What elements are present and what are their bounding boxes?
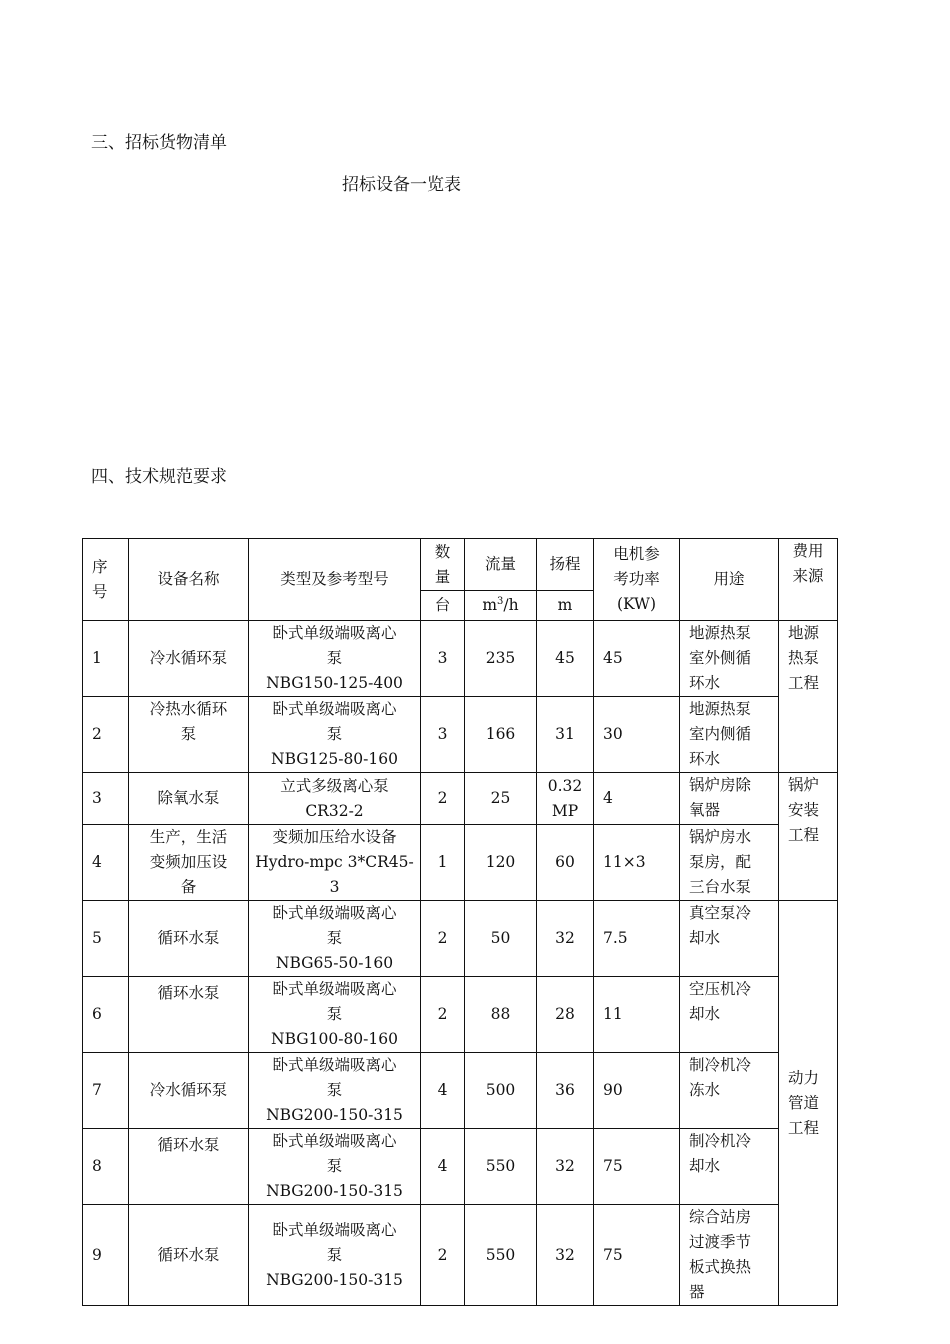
row-seq: 4 bbox=[83, 825, 129, 901]
row-qty: 3 bbox=[421, 697, 465, 773]
row-use: 制冷机冷 却水 bbox=[680, 1129, 779, 1205]
row-qty: 1 bbox=[421, 825, 465, 901]
row-seq: 1 bbox=[83, 621, 129, 697]
section-4-title: 四、技术规范要求 bbox=[91, 467, 227, 487]
table-row bbox=[83, 1205, 838, 1306]
equipment-table bbox=[82, 538, 838, 1306]
table-row bbox=[83, 825, 838, 901]
row-type: 卧式单级端吸离心 泵 NBG200-150-315 bbox=[249, 1129, 421, 1205]
row-power: 75 bbox=[594, 1129, 680, 1205]
header-fund: 费用 来源 bbox=[779, 539, 838, 621]
header-power: 电机参 考功率 (KW) bbox=[594, 539, 680, 621]
row-name: 循环水泵 bbox=[129, 977, 249, 1053]
unit-flow: $m^3/h$ bbox=[465, 591, 537, 621]
row-use: 综合站房 过渡季节 板式换热 器 bbox=[680, 1205, 779, 1306]
row-flow: 120 bbox=[465, 825, 537, 901]
row-use: 锅炉房除 氧器 bbox=[680, 773, 779, 825]
row-qty: 3 bbox=[421, 621, 465, 697]
row-type: 卧式单级端吸离心 泵 NBG100-80-160 bbox=[249, 977, 421, 1053]
row-power: 90 bbox=[594, 1053, 680, 1129]
row-name: 除氧水泵 bbox=[129, 773, 249, 825]
row-head: 45 bbox=[537, 621, 594, 697]
row-type: 卧式单级端吸离心 泵 NBG125-80-160 bbox=[249, 697, 421, 773]
unit-head: m bbox=[537, 591, 594, 621]
row-name: 冷水循环泵 bbox=[129, 621, 249, 697]
row-flow: 550 bbox=[465, 1205, 537, 1306]
fund-source: 动力 管道 工程 bbox=[779, 901, 838, 1306]
header-head: 扬程 bbox=[537, 539, 594, 591]
row-seq: 3 bbox=[83, 773, 129, 825]
row-flow: 25 bbox=[465, 773, 537, 825]
row-power: 30 bbox=[594, 697, 680, 773]
section-3-title: 三、招标货物清单 bbox=[91, 133, 227, 153]
row-use: 空压机冷 却水 bbox=[680, 977, 779, 1053]
row-head: 31 bbox=[537, 697, 594, 773]
row-seq: 8 bbox=[83, 1129, 129, 1205]
table-row bbox=[83, 621, 838, 697]
row-qty: 2 bbox=[421, 901, 465, 977]
row-seq: 7 bbox=[83, 1053, 129, 1129]
row-head: 60 bbox=[537, 825, 594, 901]
row-type: 立式多级离心泵 CR32-2 bbox=[249, 773, 421, 825]
row-head: 32 bbox=[537, 1205, 594, 1306]
header-qty: 数 量 bbox=[421, 539, 465, 591]
row-type: 卧式单级端吸离心 泵 NBG150-125-400 bbox=[249, 621, 421, 697]
row-name: 循环水泵 bbox=[129, 1129, 249, 1205]
row-seq: 2 bbox=[83, 697, 129, 773]
table-row bbox=[83, 1129, 838, 1205]
row-head: 32 bbox=[537, 901, 594, 977]
header-use: 用途 bbox=[680, 539, 779, 621]
row-head: 28 bbox=[537, 977, 594, 1053]
row-qty: 2 bbox=[421, 773, 465, 825]
header-flow: 流量 bbox=[465, 539, 537, 591]
fund-source: 锅炉 安装 工程 bbox=[779, 773, 838, 901]
row-use: 地源热泵 室内侧循 环水 bbox=[680, 697, 779, 773]
row-seq: 6 bbox=[83, 977, 129, 1053]
row-head: 36 bbox=[537, 1053, 594, 1129]
fund-source: 地源 热泵 工程 bbox=[779, 621, 838, 773]
table-row bbox=[83, 901, 838, 977]
row-type: 卧式单级端吸离心 泵 NBG200-150-315 bbox=[249, 1053, 421, 1129]
row-name: 循环水泵 bbox=[129, 1205, 249, 1306]
row-use: 地源热泵 室外侧循 环水 bbox=[680, 621, 779, 697]
row-flow: 500 bbox=[465, 1053, 537, 1129]
table-row bbox=[83, 1053, 838, 1129]
row-flow: 235 bbox=[465, 621, 537, 697]
row-head: 32 bbox=[537, 1129, 594, 1205]
row-flow: 88 bbox=[465, 977, 537, 1053]
row-power: 7.5 bbox=[594, 901, 680, 977]
row-seq: 5 bbox=[83, 901, 129, 977]
row-type: 卧式单级端吸离心 泵 NBG65-50-160 bbox=[249, 901, 421, 977]
unit-qty: 台 bbox=[421, 591, 465, 621]
header-type: 类型及参考型号 bbox=[249, 539, 421, 621]
row-type: 卧式单级端吸离心 泵 NBG200-150-315 bbox=[249, 1205, 421, 1306]
row-name: 生产，生活 变频加压设 备 bbox=[129, 825, 249, 901]
row-power: 4 bbox=[594, 773, 680, 825]
row-flow: 50 bbox=[465, 901, 537, 977]
row-qty: 2 bbox=[421, 1205, 465, 1306]
row-qty: 4 bbox=[421, 1129, 465, 1205]
table-caption: 招标设备一览表 bbox=[342, 175, 461, 195]
table-row bbox=[83, 697, 838, 773]
row-name: 循环水泵 bbox=[129, 901, 249, 977]
row-seq: 9 bbox=[83, 1205, 129, 1306]
row-flow: 550 bbox=[465, 1129, 537, 1205]
row-flow: 166 bbox=[465, 697, 537, 773]
row-use: 制冷机冷 冻水 bbox=[680, 1053, 779, 1129]
table-row bbox=[83, 773, 838, 825]
header-seq: 序 号 bbox=[83, 539, 129, 621]
row-qty: 4 bbox=[421, 1053, 465, 1129]
row-name: 冷水循环泵 bbox=[129, 1053, 249, 1129]
row-power: 45 bbox=[594, 621, 680, 697]
row-power: 11 bbox=[594, 977, 680, 1053]
row-type: 变频加压给水设备 Hydro-mpc 3*CR45- 3 bbox=[249, 825, 421, 901]
row-power: 75 bbox=[594, 1205, 680, 1306]
row-power: 11×3 bbox=[594, 825, 680, 901]
row-use: 锅炉房水 泵房，配 三台水泵 bbox=[680, 825, 779, 901]
row-use: 真空泵冷 却水 bbox=[680, 901, 779, 977]
header-name: 设备名称 bbox=[129, 539, 249, 621]
table-row bbox=[83, 977, 838, 1053]
row-qty: 2 bbox=[421, 977, 465, 1053]
row-head: 0.32 MP bbox=[537, 773, 594, 825]
row-name: 冷热水循环 泵 bbox=[129, 697, 249, 773]
